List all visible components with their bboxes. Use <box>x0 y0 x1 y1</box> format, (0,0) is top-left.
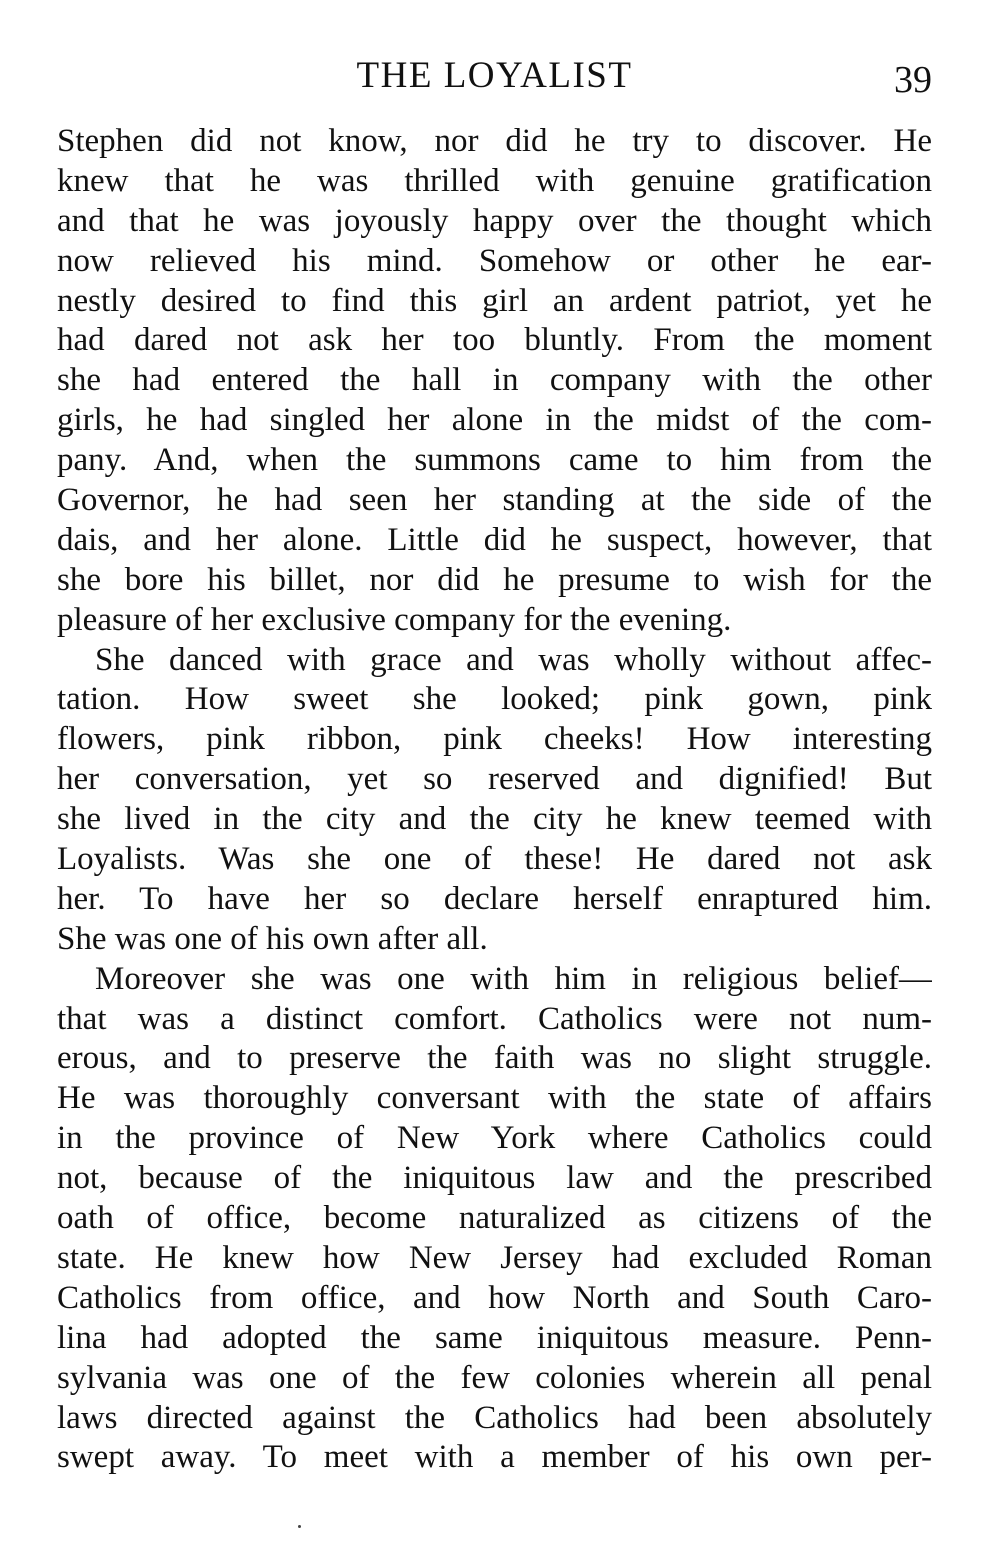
text-line: tation. How sweet she looked; pink gown, pink <box>57 681 932 718</box>
text-line: erous, and to preserve the faith was no slight struggle. <box>57 1040 932 1077</box>
text-line: She was one of his own after all. <box>57 920 488 957</box>
text-line: she had entered the hall in company with the other <box>57 362 932 399</box>
text-line: pany. And, when the summons came to him from the <box>57 442 932 479</box>
text-line: swept away. To meet with a member of his own per- <box>57 1439 932 1476</box>
text-line: she lived in the city and the city he knew teemed with <box>57 801 932 838</box>
text-line: Stephen did not know, nor did he try to discover. He <box>57 123 932 159</box>
text-line: not, because of the iniquitous law and the prescribed <box>57 1160 932 1197</box>
text-line: and that he was joyously happy over the thought which <box>57 202 932 239</box>
body-text <box>57 122 932 1478</box>
text-line: her conversation, yet so reserved and dignified! But <box>57 761 932 798</box>
text-line: she bore his billet, nor did he presume to wish for the <box>57 561 932 598</box>
page-header <box>57 52 932 102</box>
text-line: had dared not ask her too bluntly. From the moment <box>57 322 932 359</box>
text-line: He was thoroughly conversant with the state of affairs <box>57 1080 932 1117</box>
text-line: state. He knew how New Jersey had excluded Roman <box>57 1239 932 1276</box>
print-speck <box>298 1525 301 1528</box>
text-line: pleasure of her exclusive company for the evening. <box>57 601 732 638</box>
text-line: in the province of New York where Catholics could <box>57 1120 932 1157</box>
text-line: dais, and her alone. Little did he suspect, however, that <box>57 521 932 558</box>
text-line: Catholics from office, and how North and South Caro- <box>57 1279 932 1316</box>
text-line: laws directed against the Catholics had been absolutely <box>57 1399 932 1436</box>
text-line: Moreover she was one with him in religious belief— <box>95 960 932 997</box>
text-line: her. To have her so declare herself enraptured him. <box>57 880 932 917</box>
text-line: Governor, he had seen her standing at the side of the <box>57 482 932 519</box>
text-line: that was a distinct comfort. Catholics were not num- <box>57 1000 932 1037</box>
text-line: flowers, pink ribbon, pink cheeks! How interesting <box>57 721 932 758</box>
text-line: She danced with grace and was wholly without affec- <box>95 641 932 678</box>
text-line: now relieved his mind. Somehow or other he ear- <box>57 242 932 279</box>
text-line: sylvania was one of the few colonies wherein all penal <box>57 1359 932 1396</box>
text-line: lina had adopted the same iniquitous measure. Penn- <box>57 1319 932 1356</box>
text-line: oath of office, become naturalized as citizens of the <box>57 1200 932 1237</box>
running-title: THE LOYALIST <box>356 55 633 96</box>
text-line: girls, he had singled her alone in the midst of the com- <box>57 402 932 439</box>
text-line: nestly desired to find this girl an ardent patriot, yet he <box>57 282 932 319</box>
page-number: 39 <box>894 59 932 101</box>
text-line: Loyalists. Was she one of these! He dared not ask <box>57 841 932 878</box>
text-line: knew that he was thrilled with genuine gratification <box>57 162 932 199</box>
